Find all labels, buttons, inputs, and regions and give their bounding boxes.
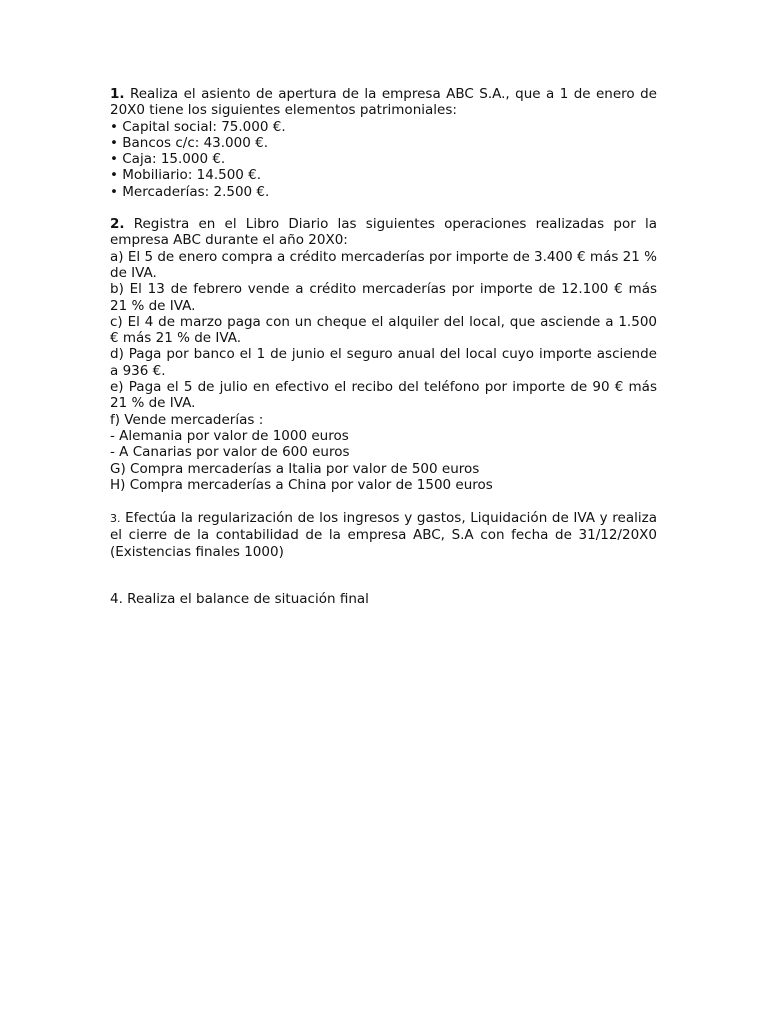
list-item: e) Paga el 5 de julio en efectivo el recibo del teléfono por importe de 90 € más 21 % de IVA. [110,379,657,412]
list-item: H) Compra mercaderías a China por valor de 1500 euros [110,476,493,493]
list-item: a) El 5 de enero compra a crédito mercaderías por importe de 3.400 € más 21 % de IVA. [110,248,657,281]
list-item: d) Paga por banco el 1 de junio el seguro anual del local cuyo importe asciende a 936 €. [110,346,657,379]
list-item: • Caja: 15.000 €. [110,151,226,168]
exercise-4 [110,591,657,607]
exercise-3-text-block [110,510,657,560]
list-item: - A Canarias por valor de 600 euros [110,444,350,461]
list-item: • Bancos c/c: 43.000 €. [110,134,268,151]
document-page [110,86,657,607]
exercise-1-intro [110,86,657,119]
list-item: b) El 13 de febrero vende a crédito mercaderías por importe de 12.100 € más 21 % de IVA. [110,281,657,314]
exercise-2 [110,216,657,493]
list-item: • Mobiliario: 14.500 €. [110,167,262,184]
exercise-2-number: 2. [110,216,125,233]
list-item: c) El 4 de marzo paga con un cheque el alquiler del local, que asciende a 1.500 € más 21 % de IVA. [110,313,657,347]
exercise-3 [110,510,657,560]
exercise-3-number: 3. [110,512,121,526]
list-item: • Mercaderías: 2.500 €. [110,183,270,200]
exercise-2-text: Registra en el Libro Diario las siguientes operaciones realizadas por la empresa ABC durante el año 20X0: [110,216,657,249]
exercise-2-intro [110,216,657,249]
exercise-3-text: Efectúa la regularización de los ingresos y gastos, Liquidación de IVA y realiza el cierre de la contabilidad de la empresa ABC, S.A con fecha de 31/12/20X0 (Existencias finales 1000) [110,510,657,560]
list-item: f) Vende mercaderías : [110,411,264,428]
list-item: • Capital social: 75.000 €. [110,118,286,135]
list-item: - Alemania por valor de 1000 euros [110,427,349,444]
list-item: G) Compra mercaderías a Italia por valor de 500 euros [110,460,480,477]
exercise-1-number: 1. [110,86,125,102]
exercise-4-text: 4. Realiza el balance de situación final [110,591,369,608]
exercise-1 [110,86,657,200]
exercise-1-text: Realiza el asiento de apertura de la empresa ABC S.A., que a 1 de enero de 20X0 tiene los siguientes elementos patrimoniales: [110,86,657,119]
